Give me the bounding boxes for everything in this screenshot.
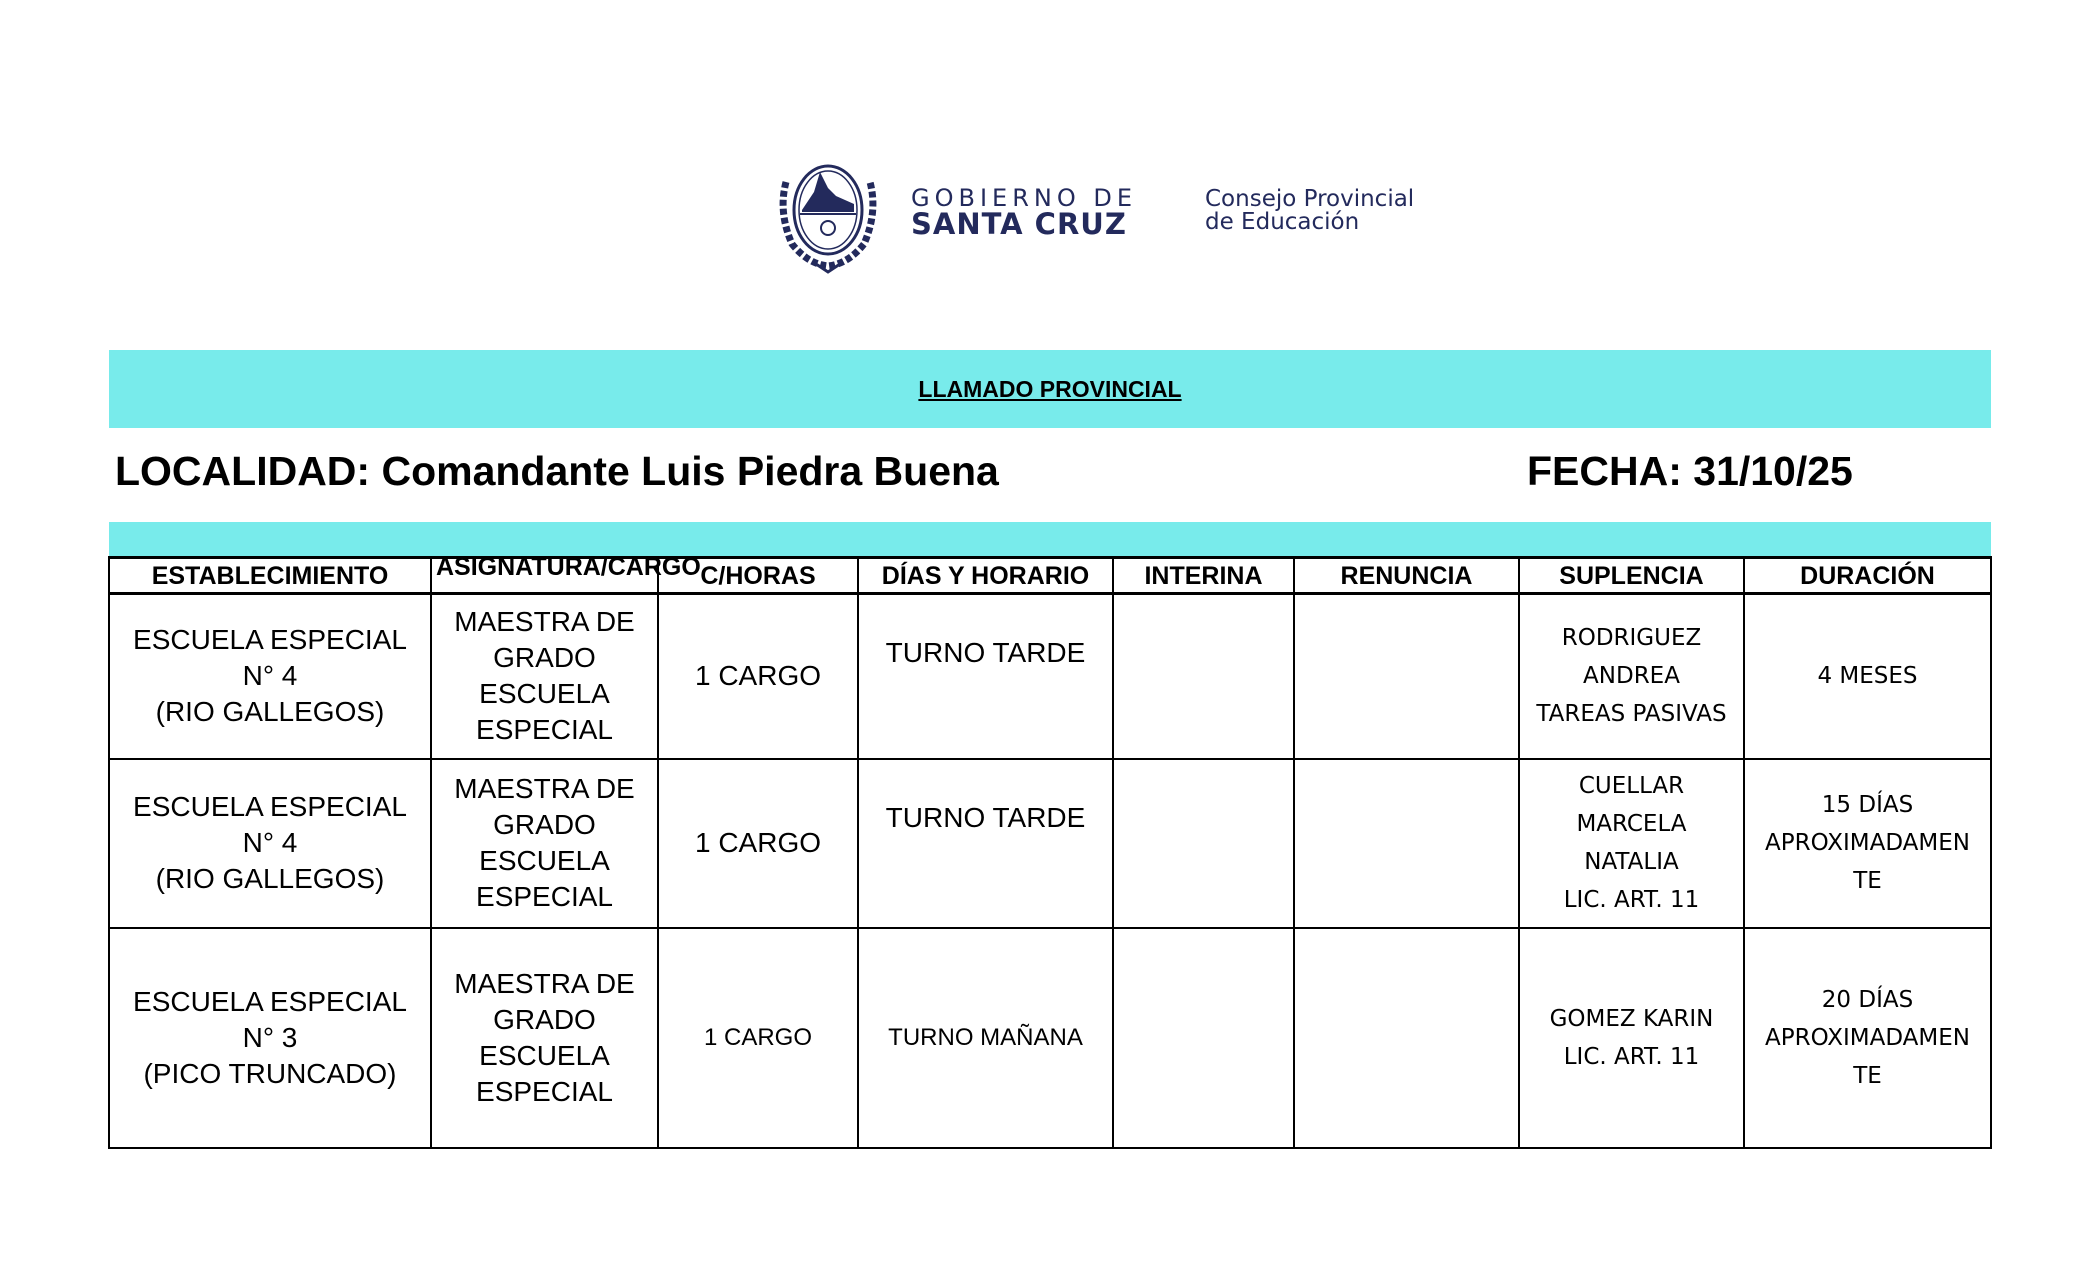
cargo-cell-line: MAESTRA DE — [454, 773, 635, 804]
horario-cell: TURNO MAÑANA — [858, 928, 1113, 1148]
santa-cruz-coat-of-arms-logo — [772, 152, 884, 274]
column-header: SUPLENCIA — [1519, 558, 1744, 594]
logo-text-santa-cruz: SANTA CRUZ — [911, 207, 1127, 241]
cargo-cell — [431, 759, 658, 928]
renuncia-cell — [1294, 928, 1519, 1148]
interina-cell — [1113, 759, 1294, 928]
cargo-cell-line: ESCUELA — [479, 1039, 610, 1071]
cargo-cell-line: ESPECIAL — [476, 1075, 613, 1107]
org-name — [1205, 188, 1414, 234]
suplencia-cell-line: GOMEZ KARIN — [1549, 1005, 1714, 1032]
renuncia-cell — [1294, 594, 1519, 759]
logo-text-gobierno: GOBIERNO DE — [911, 184, 1137, 212]
column-header: RENUNCIA — [1294, 558, 1519, 594]
interina-cell — [1113, 594, 1294, 759]
duracion-cell-line: 20 DÍAS — [1821, 986, 1914, 1013]
interina-cell — [1113, 928, 1294, 1148]
suplencia-cell-line: ANDREA — [1583, 663, 1680, 690]
suplencia-cell — [1519, 759, 1744, 928]
org-line-2: de Educación — [1205, 209, 1360, 235]
column-header: C/HORAS — [658, 558, 858, 594]
cargo-cell-line: GRADO — [493, 1003, 596, 1035]
org-line-1: Consejo Provincial — [1205, 186, 1415, 212]
cargo-cell-line: MAESTRA DE — [454, 967, 635, 999]
establecimiento-cell — [109, 928, 431, 1148]
column-header: ESTABLECIMIENTO — [109, 558, 431, 594]
cargo-cell-line: ESCUELA — [479, 845, 610, 876]
table-row — [109, 928, 1991, 1148]
cargo-cell-line: ESPECIAL — [476, 881, 613, 912]
horario-cell: TURNO TARDE — [858, 594, 1113, 759]
cargo-cell-line: MAESTRA DE — [454, 606, 635, 638]
duracion-cell-line: TE — [1853, 1062, 1882, 1089]
duracion-cell — [1744, 759, 1991, 928]
localidad-heading: LOCALIDAD: Comandante Luis Piedra Buena — [115, 448, 999, 494]
suplencia-cell-line: TAREAS PASIVAS — [1536, 701, 1727, 728]
banner — [109, 350, 1991, 428]
duracion-cell-line: APROXIMADAMEN — [1765, 1024, 1970, 1051]
horas-cell: 1 CARGO — [658, 928, 858, 1148]
table-row — [109, 594, 1991, 759]
cargo-cell-line: ESCUELA — [479, 678, 610, 710]
cargo-cell-line: GRADO — [493, 809, 596, 840]
suplencia-cell-line: RODRIGUEZ — [1561, 625, 1702, 652]
vacancies-table — [108, 553, 1992, 1149]
cargo-cell-line: GRADO — [493, 642, 596, 674]
establecimiento-cell-line: N° 4 — [242, 827, 298, 858]
duracion-cell-line: 4 MESES — [1817, 663, 1918, 690]
duracion-cell-line: 15 DÍAS — [1821, 792, 1914, 818]
suplencia-cell-line: NATALIA — [1584, 849, 1679, 875]
suplencia-cell-line: CUELLAR — [1578, 773, 1685, 799]
renuncia-cell — [1294, 759, 1519, 928]
cargo-cell — [431, 594, 658, 759]
cargo-cell — [431, 928, 658, 1148]
establecimiento-cell-line: ESCUELA ESPECIAL — [133, 791, 407, 822]
banner-title: LLAMADO PROVINCIAL — [918, 375, 1182, 402]
cargo-cell-line: ESPECIAL — [476, 714, 613, 746]
establecimiento-cell-line: N° 4 — [242, 660, 298, 692]
table-header-row — [109, 558, 1991, 594]
column-header: ASIGNATURA/CARGO — [431, 558, 658, 594]
column-header: DURACIÓN — [1744, 558, 1991, 594]
establecimiento-cell — [109, 759, 431, 928]
suplencia-cell-line: LIC. ART. 11 — [1563, 887, 1700, 913]
establecimiento-cell-line: N° 3 — [242, 1021, 298, 1053]
establecimiento-cell-line: (RIO GALLEGOS) — [155, 863, 385, 894]
suplencia-cell — [1519, 928, 1744, 1148]
establecimiento-cell-line: ESCUELA ESPECIAL — [133, 624, 407, 656]
duracion-cell — [1744, 928, 1991, 1148]
cyan-divider — [109, 522, 1991, 556]
establecimiento-cell — [109, 594, 431, 759]
duracion-cell — [1744, 594, 1991, 759]
suplencia-cell — [1519, 594, 1744, 759]
establecimiento-cell-line: (RIO GALLEGOS) — [155, 696, 385, 728]
column-header: INTERINA — [1113, 558, 1294, 594]
establecimiento-cell-line: (PICO TRUNCADO) — [143, 1057, 397, 1089]
table-row — [109, 759, 1991, 928]
horario-cell: TURNO TARDE — [858, 759, 1113, 928]
suplencia-cell-line: MARCELA — [1576, 811, 1687, 837]
establecimiento-cell-line: ESCUELA ESPECIAL — [133, 985, 407, 1017]
suplencia-cell-line: LIC. ART. 11 — [1563, 1043, 1700, 1070]
horas-cell: 1 CARGO — [658, 594, 858, 759]
fecha-heading: FECHA: 31/10/25 — [1527, 448, 1853, 494]
column-header: DÍAS Y HORARIO — [858, 558, 1113, 594]
duracion-cell-line: TE — [1853, 868, 1882, 894]
horas-cell: 1 CARGO — [658, 759, 858, 928]
duracion-cell-line: APROXIMADAMEN — [1765, 830, 1970, 856]
